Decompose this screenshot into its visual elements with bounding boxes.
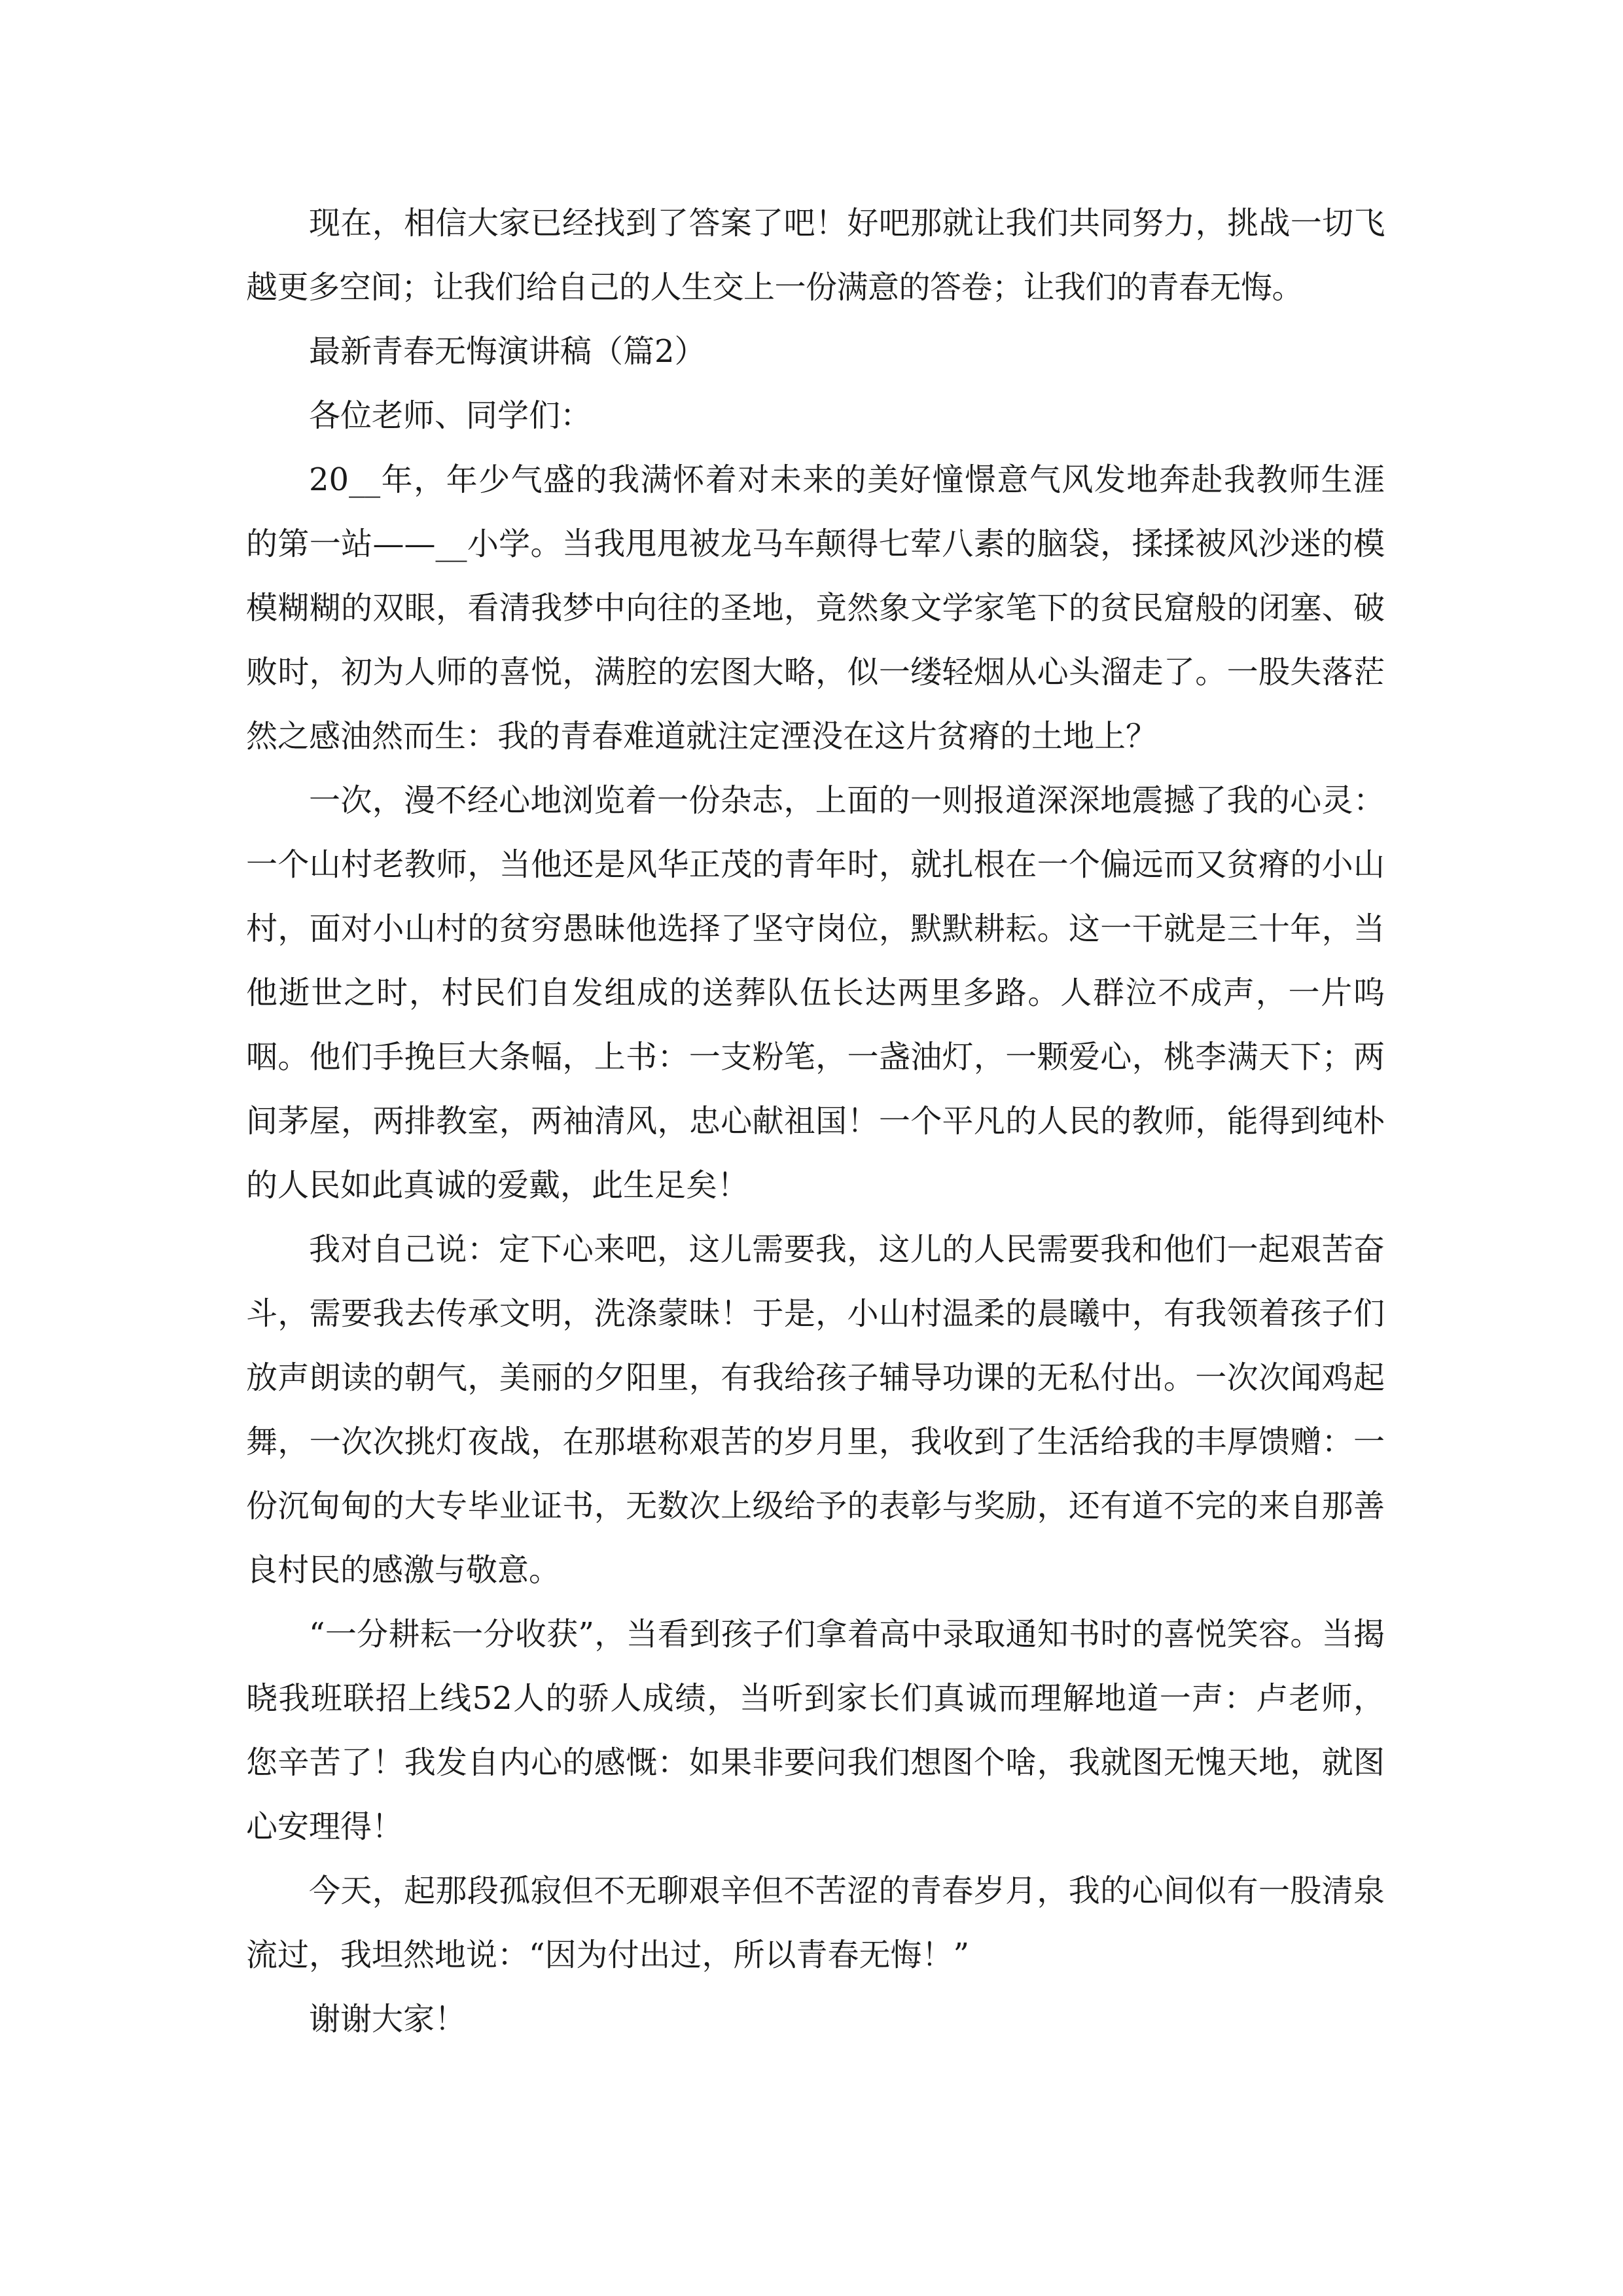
paragraph-resolve: 我对自己说：定下心来吧，这儿需要我，这儿的人民需要我和他们一起艰苦奋斗，需要我去传承文明，洗涤蒙昧！于是，小山村温柔的晨曦中，有我领着孩子们放声朗读的朝气，美丽的夕阳里，有我给孩子辅导功课的无私付出。一次次闻鸡起舞，一次次挑灯夜战，在那堪称艰苦的岁月里，我收到了生活给我的丰厚馈赠：一份沉甸甸的大专毕业证书，无数次上级给予的表彰与奖励，还有道不完的来自那善良村民的感激与敬意。 [246,1231,1385,1588]
section-heading: 最新青春无悔演讲稿（篇2） [309,333,706,370]
paragraph-harvest: “一分耕耘一分收获”，当看到孩子们拿着高中录取通知书时的喜悦笑容。当揭晓我班联招上线52人的骄人成绩，当听到家长们真诚而理解地道一声：卢老师，您辛苦了！我发自内心的感慨：如果非要问我们想图个啥，我就图无愧天地，就图心安理得！ [246,1616,1385,1845]
document-body [246,191,1385,2051]
paragraph-reflection: 今天，起那段孤寂但不无聊艰辛但不苦涩的青春岁月，我的心间似有一股清泉流过，我坦然地说：“因为付出过，所以青春无悔！” [246,1873,1385,1973]
paragraph-story: 一次，漫不经心地浏览着一份杂志，上面的一则报道深深地震撼了我的心灵：一个山村老教师，当他还是风华正茂的青年时，就扎根在一个偏远而又贫瘠的小山村，面对小山村的贫穷愚昧他选择了坚守岗位，默默耕耘。这一干就是三十年，当他逝世之时，村民们自发组成的送葬队伍长达两里多路。人群泣不成声，一片呜咽。他们手挽巨大条幅，上书：一支粉笔，一盏油灯，一颗爱心，桃李满天下；两间茅屋，两排教室，两袖清风，忠心献祖国！一个平凡的人民的教师，能得到纯朴的人民如此真诚的爱戴，此生足矣！ [246,782,1385,1204]
paragraph-conclusion: 现在，相信大家已经找到了答案了吧！好吧那就让我们共同努力，挑战一切飞越更多空间；让我们给自己的人生交上一份满意的答卷；让我们的青春无悔。 [246,205,1385,306]
closing-thanks: 谢谢大家！ [309,2001,467,2037]
paragraph-intro: 20__年，年少气盛的我满怀着对未来的美好憧憬意气风发地奔赴我教师生涯的第一站——__小学。当我甩甩被龙马车颠得七荤八素的脑袋，揉揉被风沙迷的模模糊糊的双眼，看清我梦中向往的圣地，竟然象文学家笔下的贫民窟般的闭塞、破败时，初为人师的喜悦，满腔的宏图大略，似一缕轻烟从心头溜走了。一股失落茫然之感油然而生：我的青春难道就注定湮没在这片贫瘠的土地上？ [246,461,1385,755]
salutation: 各位老师、同学们： [309,397,592,434]
